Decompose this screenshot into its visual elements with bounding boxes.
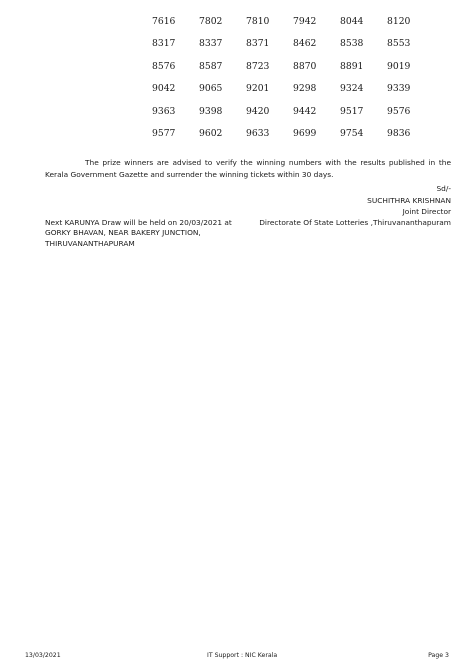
winning-number-cell: 9754 <box>340 128 364 140</box>
winning-number-cell: 8044 <box>340 15 364 27</box>
directorate-name: Directorate Of State Lotteries ,Thiruvananthapuram <box>259 218 451 227</box>
winning-number-cell: 9339 <box>387 83 411 95</box>
winning-number-cell: 7802 <box>199 15 223 27</box>
signature-sd: Sd/- <box>436 184 451 193</box>
winning-number-cell: 9602 <box>199 128 223 140</box>
winning-number-cell: 9398 <box>199 105 223 117</box>
prize-notice-text: The prize winners are advised to verify the winning numbers with the results published in the Kerala Government Gazette and surrender the winning tickets within 30 days. <box>45 158 451 179</box>
winning-number-cell: 8462 <box>293 38 317 50</box>
winning-number-cell: 9577 <box>152 128 176 140</box>
table-row <box>152 100 434 123</box>
table-row <box>152 123 434 146</box>
winning-number-cell: 8317 <box>152 38 176 50</box>
winning-number-cell: 8870 <box>293 60 317 72</box>
signature-block <box>367 183 451 218</box>
table-row <box>152 55 434 78</box>
signatory-name: SUCHITHRA KRISHNAN <box>367 195 451 205</box>
winning-number-cell: 8538 <box>340 38 364 50</box>
winning-number-cell: 9517 <box>340 105 364 117</box>
winning-number-cell: 9442 <box>293 105 317 117</box>
winning-number-cell: 8576 <box>152 60 176 72</box>
winning-number-cell: 9836 <box>387 128 411 140</box>
table-row <box>152 10 434 33</box>
winning-number-cell: 8120 <box>387 15 411 27</box>
winning-number-cell: 9065 <box>199 83 223 95</box>
winning-numbers-body <box>152 10 434 145</box>
winning-number-cell: 8553 <box>387 38 411 50</box>
winning-number-cell: 9019 <box>387 60 411 72</box>
winning-number-cell: 8371 <box>246 38 270 50</box>
prize-notice <box>45 157 451 180</box>
winning-number-cell: 7810 <box>246 15 270 27</box>
winning-number-cell: 9042 <box>152 83 176 95</box>
winning-number-cell: 9201 <box>246 83 270 95</box>
winning-number-cell: 9298 <box>293 83 317 95</box>
winning-number-cell: 9576 <box>387 105 411 117</box>
winning-number-cell: 9363 <box>152 105 176 117</box>
footer-page-number: Page 3 <box>428 652 449 659</box>
winning-number-cell: 8891 <box>340 60 364 72</box>
winning-number-cell: 9420 <box>246 105 270 117</box>
winning-number-cell: 8337 <box>199 38 223 50</box>
winning-number-cell: 8723 <box>246 60 270 72</box>
next-draw-info <box>45 218 275 249</box>
table-row <box>152 78 434 101</box>
next-draw-line-2: GORKY BHAVAN, NEAR BAKERY JUNCTION, <box>45 228 201 238</box>
winning-number-cell: 9633 <box>246 128 270 140</box>
footer-date: 13/03/2021 <box>25 652 61 659</box>
winning-number-cell: 7942 <box>293 15 317 27</box>
winning-number-cell: 8587 <box>199 60 223 72</box>
next-draw-line-1: Next KARUNYA Draw will be held on 20/03/2021 at <box>45 218 232 227</box>
winning-number-cell: 7616 <box>152 15 176 27</box>
table-row <box>152 33 434 56</box>
next-draw-line-3: THIRUVANANTHAPURAM <box>45 238 135 248</box>
winning-number-cell: 9324 <box>340 83 364 95</box>
footer-it-support: IT Support : NIC Kerala <box>207 652 278 659</box>
signatory-designation: Joint Director <box>402 207 451 217</box>
winning-number-cell: 9699 <box>293 128 317 140</box>
winning-numbers-table <box>152 10 434 145</box>
